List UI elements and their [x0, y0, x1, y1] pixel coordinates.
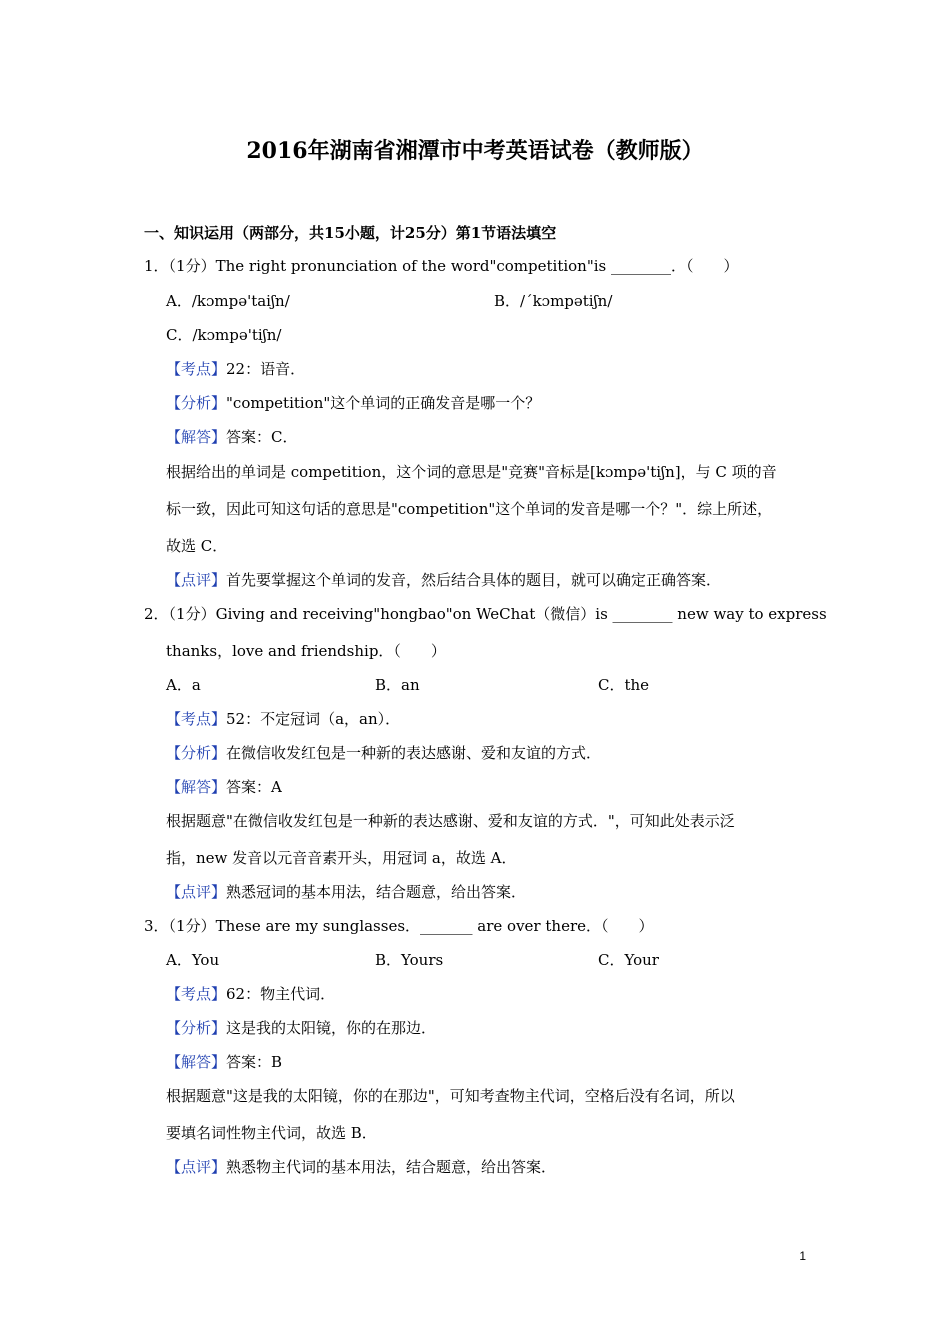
question-1-explanation-3: 故选 C． — [166, 537, 228, 555]
fenxi-label: 【分析】 — [166, 744, 227, 762]
question-1-option-b: B．/ˊkɔmpətiʃn/ — [494, 292, 613, 310]
question-1-jieda — [166, 427, 298, 447]
question-3-option-b: B．Yours — [375, 951, 444, 969]
dianping-text: 熟悉物主代词的基本用法，结合题意，给出答案． — [226, 1158, 557, 1176]
fenxi-label: 【分析】 — [166, 1019, 227, 1037]
question-3-explanation-1: 根据题意"这是我的太阳镜，你的在那边"，可知考查物主代词，空格后没有名词，所以 — [166, 1087, 735, 1105]
question-1-explanation-2: 标一致，因此可知这句话的意思是"competition"这个单词的发音是哪一个？"．综上所述， — [166, 500, 773, 518]
question-3-fenxi — [166, 1018, 436, 1038]
page-number: 1 — [799, 1249, 806, 1263]
question-2-kaodian — [166, 709, 400, 729]
kaodian-label: 【考点】 — [166, 360, 227, 378]
question-1-fenxi — [166, 393, 540, 413]
jieda-text: 答案：A — [226, 778, 282, 796]
question-2-stem-2: thanks，love and friendship．（ ） — [166, 642, 446, 660]
question-3-option-c: C．Your — [598, 951, 659, 969]
question-2-explanation-1: 根据题意"在微信收发红包是一种新的表达感谢、爱和友谊的方式．"，可知此处表示泛 — [166, 812, 735, 830]
question-1-kaodian — [166, 359, 305, 379]
kaodian-label: 【考点】 — [166, 985, 227, 1003]
dianping-text: 首先要掌握这个单词的发音，然后结合具体的题目，就可以确定正确答案． — [226, 571, 722, 589]
jieda-label: 【解答】 — [166, 428, 227, 446]
question-2-stem-1: 2．（1分）Giving and receiving"hongbao"on WeChat（微信）is ________ new way to express — [144, 605, 827, 623]
page-title: 2016年湖南省湘潭市中考英语试卷（教师版） — [246, 138, 704, 164]
jieda-label: 【解答】 — [166, 1053, 227, 1071]
dianping-label: 【点评】 — [166, 571, 227, 589]
kaodian-text: 52：不定冠词（a，an）． — [226, 710, 401, 728]
jieda-label: 【解答】 — [166, 778, 227, 796]
question-2-jieda — [166, 777, 282, 797]
question-2-fenxi — [166, 743, 601, 763]
question-3-kaodian — [166, 984, 335, 1004]
fenxi-text: 这是我的太阳镜，你的在那边． — [226, 1019, 437, 1037]
kaodian-text: 62：物主代词． — [226, 985, 336, 1003]
question-2-dianping — [166, 882, 526, 902]
jieda-text: 答案：C． — [226, 428, 298, 446]
fenxi-text: 在微信收发红包是一种新的表达感谢、爱和友谊的方式． — [226, 744, 602, 762]
question-3-jieda — [166, 1052, 282, 1072]
question-2-option-b: B．an — [375, 676, 420, 694]
question-1-dianping — [166, 570, 721, 590]
kaodian-text: 22：语音． — [226, 360, 306, 378]
question-2-option-c: C．the — [598, 676, 650, 694]
question-3-stem: 3．（1分）These are my sunglasses．_______ are over there．（ ） — [144, 917, 654, 935]
section-heading: 一、知识运用（两部分，共15小题，计25分）第1节语法填空 — [144, 224, 557, 242]
question-3-option-a: A．You — [166, 951, 220, 969]
question-3-dianping — [166, 1157, 556, 1177]
question-2-option-a: A．a — [166, 676, 201, 694]
question-1-stem: 1．（1分）The right pronunciation of the word"competition"is ________．（ ） — [144, 257, 739, 275]
question-2-explanation-2: 指，new 发音以元音音素开头，用冠词 a，故选 A． — [166, 849, 517, 867]
question-1-explanation-1: 根据给出的单词是 competition，这个词的意思是"竞赛"音标是[kɔmpə'tiʃn]，与 C 项的音 — [166, 463, 777, 481]
question-1-option-a: A．/kɔmpə'taiʃn/ — [166, 292, 290, 310]
kaodian-label: 【考点】 — [166, 710, 227, 728]
fenxi-label: 【分析】 — [166, 394, 227, 412]
jieda-text: 答案：B — [226, 1053, 283, 1071]
dianping-label: 【点评】 — [166, 883, 227, 901]
dianping-label: 【点评】 — [166, 1158, 227, 1176]
dianping-text: 熟悉冠词的基本用法，结合题意，给出答案． — [226, 883, 527, 901]
question-1-option-c: C．/kɔmpə'tiʃn/ — [166, 326, 282, 344]
fenxi-text: "competition"这个单词的正确发音是哪一个？ — [226, 394, 541, 412]
question-3-explanation-2: 要填名词性物主代词，故选 B． — [166, 1124, 377, 1142]
